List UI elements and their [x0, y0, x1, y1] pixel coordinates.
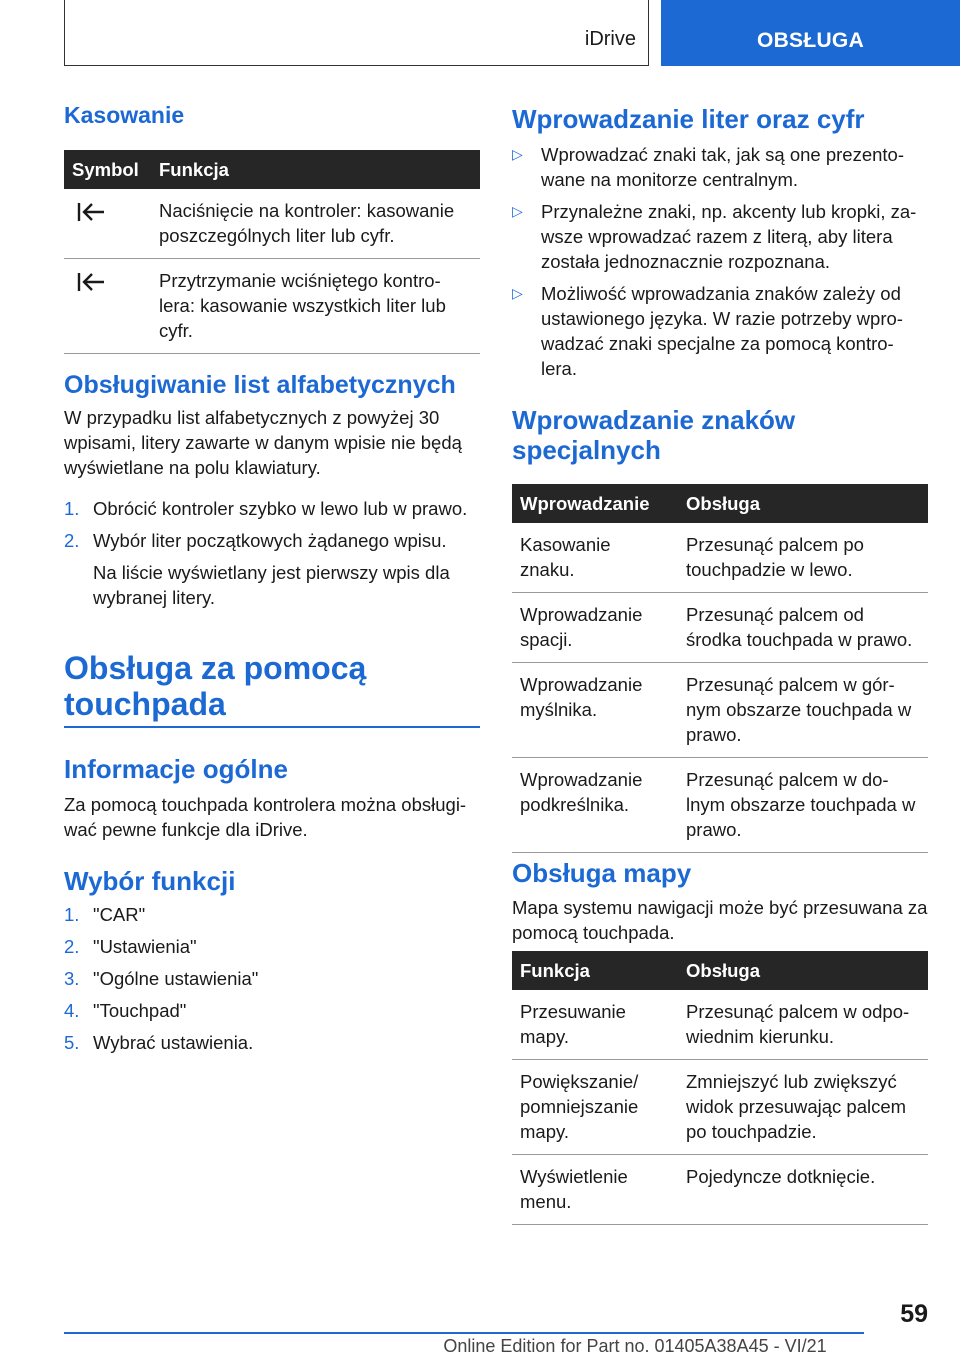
table-row: [64, 189, 480, 259]
delete-symbol-table: [64, 150, 480, 354]
function-select-steps: [64, 902, 480, 1055]
touchpad-heading: Obsługa za pomocą touchpada: [64, 650, 367, 722]
list-item: 2. "Ustawienia": [64, 936, 197, 957]
table-header-cell: Funkcja: [512, 951, 678, 990]
table-cell: Pojedyncze dotknięcie.: [678, 1155, 928, 1225]
table-cell: Wyświetlenie menu.: [512, 1155, 678, 1225]
table-row: [512, 1155, 928, 1225]
triangle-bullet-icon: ▷: [512, 203, 523, 219]
delete-back-icon: [76, 201, 106, 223]
heading-divider: [64, 726, 480, 728]
table-row: [512, 663, 928, 758]
header-section-box: [64, 0, 649, 66]
header-section-label: iDrive: [584, 28, 636, 50]
footer-edition: Online Edition for Part no. 01405A38A45 - VI/21: [443, 1336, 827, 1356]
table-header-cell: Obsługa: [678, 951, 928, 990]
table-row: [512, 758, 928, 853]
table-cell: Naciśnięcie na kontroler: kasowanie poszczególnych liter lub cyfr.: [151, 189, 480, 259]
table-cell: Przesunąć palcem w gór-nym obszarze touchpada w prawo.: [678, 663, 928, 758]
table-cell: Wprowadzanie spacji.: [512, 593, 678, 663]
general-info-text: Za pomocą touchpada kontrolera można obsługi-wać pewne funkcje dla iDrive.: [64, 794, 467, 840]
page-number: 59: [900, 1300, 928, 1328]
page-header: [64, 0, 960, 66]
table-row: [512, 1060, 928, 1155]
table-cell: Powiększanie/ pomniejszanie mapy.: [512, 1060, 678, 1155]
table-header-cell: Symbol: [64, 150, 151, 189]
step-note: Na liście wyświetlany jest pierwszy wpis dla wybranej litery.: [93, 562, 450, 608]
table-header-cell: Funkcja: [151, 150, 480, 189]
list-item: ▷ Przynależne znaki, np. akcenty lub kropki, za-wsze wprowadzać razem z literą, aby litera została jednoznacznie rozpoznana.: [512, 201, 917, 272]
list-item: 2. Wybór liter początkowych żądanego wpisu.: [64, 530, 447, 551]
letters-digits-heading: Wprowadzanie liter oraz cyfr: [512, 104, 865, 134]
table-cell: Przesuwanie mapy.: [512, 990, 678, 1060]
list-item: ▷ Możliwość wprowadzania znaków zależy od ustawionego języka. W razie potrzeby wpro-wadzać znaki specjalne za pomocą kontro-lera.: [512, 283, 903, 379]
footer-divider: [64, 1332, 864, 1334]
general-info-heading: Informacje ogólne: [64, 754, 288, 784]
list-item: 4. "Touchpad": [64, 1000, 187, 1021]
alphabetic-lists-text: W przypadku list alfabetycznych z powyżej 30 wpisami, litery zawarte w danym wpisie nie będą wyświetlane na polu klawiatury.: [64, 407, 462, 478]
table-row: [512, 990, 928, 1060]
header-chapter-tab: [661, 0, 960, 66]
table-cell: Przesunąć palcem po touchpadzie w lewo.: [678, 523, 928, 593]
map-text: Mapa systemu nawigacji może być przesuwana za pomocą touchpada.: [512, 897, 928, 943]
special-chars-heading: Wprowadzanie znaków specjalnych: [512, 405, 796, 465]
list-item: ▷ Wprowadzać znaki tak, jak są one prezento-wane na monitorze centralnym.: [512, 144, 904, 190]
table-cell: Przesunąć palcem w do-lnym obszarze touchpada w prawo.: [678, 758, 928, 853]
table-cell: Przesunąć palcem od środka touchpada w prawo.: [678, 593, 928, 663]
table-row: [64, 259, 480, 354]
header-chapter-label: OBSŁUGA: [756, 29, 865, 52]
table-cell: Przesunąć palcem w odpo-wiednim kierunku.: [678, 990, 928, 1060]
special-chars-table: [512, 484, 928, 853]
list-item: 1. Obrócić kontroler szybko w lewo lub w prawo.: [64, 498, 468, 519]
function-select-heading: Wybór funkcji: [64, 866, 236, 896]
alphabetic-steps: [64, 496, 480, 610]
list-item: 1. "CAR": [64, 904, 146, 925]
kasowanie-heading: Kasowanie: [64, 102, 185, 128]
table-header-cell: Wprowadzanie: [512, 484, 678, 523]
list-item: 3. "Ogólne ustawienia": [64, 968, 259, 989]
list-item: 5. Wybrać ustawienia.: [64, 1032, 254, 1053]
alphabetic-lists-heading: Obsługiwanie list alfabetycznych: [64, 371, 456, 399]
table-row: [512, 593, 928, 663]
table-cell: Wprowadzanie myślnika.: [512, 663, 678, 758]
delete-back-icon: [76, 271, 106, 293]
table-header-cell: Obsługa: [678, 484, 928, 523]
table-cell: Kasowanie znaku.: [512, 523, 678, 593]
table-cell: Wprowadzanie podkreślnika.: [512, 758, 678, 853]
map-heading: Obsługa mapy: [512, 858, 692, 888]
table-cell: Przytrzymanie wciśniętego kontro-lera: kasowanie wszystkich liter lub cyfr.: [151, 259, 480, 354]
triangle-bullet-icon: ▷: [512, 146, 523, 162]
letters-bullets: [512, 142, 928, 381]
table-row: [512, 523, 928, 593]
triangle-bullet-icon: ▷: [512, 285, 523, 301]
map-operation-table: [512, 951, 928, 1225]
table-cell: Zmniejszyć lub zwiększyć widok przesuwając palcem po touchpadzie.: [678, 1060, 928, 1155]
